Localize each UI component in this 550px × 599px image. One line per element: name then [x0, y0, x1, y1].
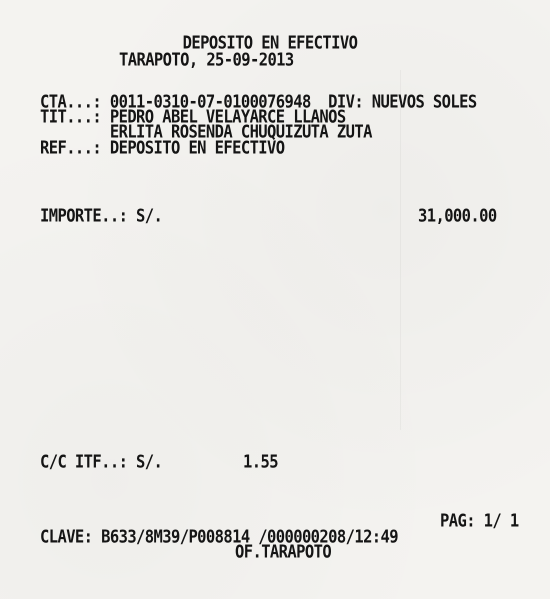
receipt-location-date: TARAPOTO, 25-09-2013: [119, 49, 294, 71]
itf-label: C/C ITF..: S/.: [40, 451, 163, 473]
reference-line: REF...: DEPOSITO EN EFECTIVO: [40, 137, 285, 159]
page-number: PAG: 1/ 1: [440, 510, 519, 532]
receipt-title: DEPOSITO EN EFECTIVO: [182, 32, 358, 54]
amount-label: IMPORTE..: S/.: [40, 205, 163, 227]
key-line: CLAVE: B633/8M39/P008814 /000000208/12:49: [40, 526, 399, 548]
faint-background-mark: [400, 70, 531, 430]
holder-line: TIT...: PEDRO ABEL VELAYARCE LLANOS: [40, 106, 346, 128]
account-line: CTA...: 0011-0310-07-0100076948 DIV: NUEVOS SOLES: [40, 91, 477, 113]
holder-line-2: ERLITA ROSENDA CHUQUIZUTA ZUTA: [40, 121, 372, 143]
amount-value: 31,000.00: [418, 205, 497, 227]
office-name: OF.TARAPOTO: [235, 541, 332, 563]
itf-value: 1.55: [243, 451, 278, 473]
